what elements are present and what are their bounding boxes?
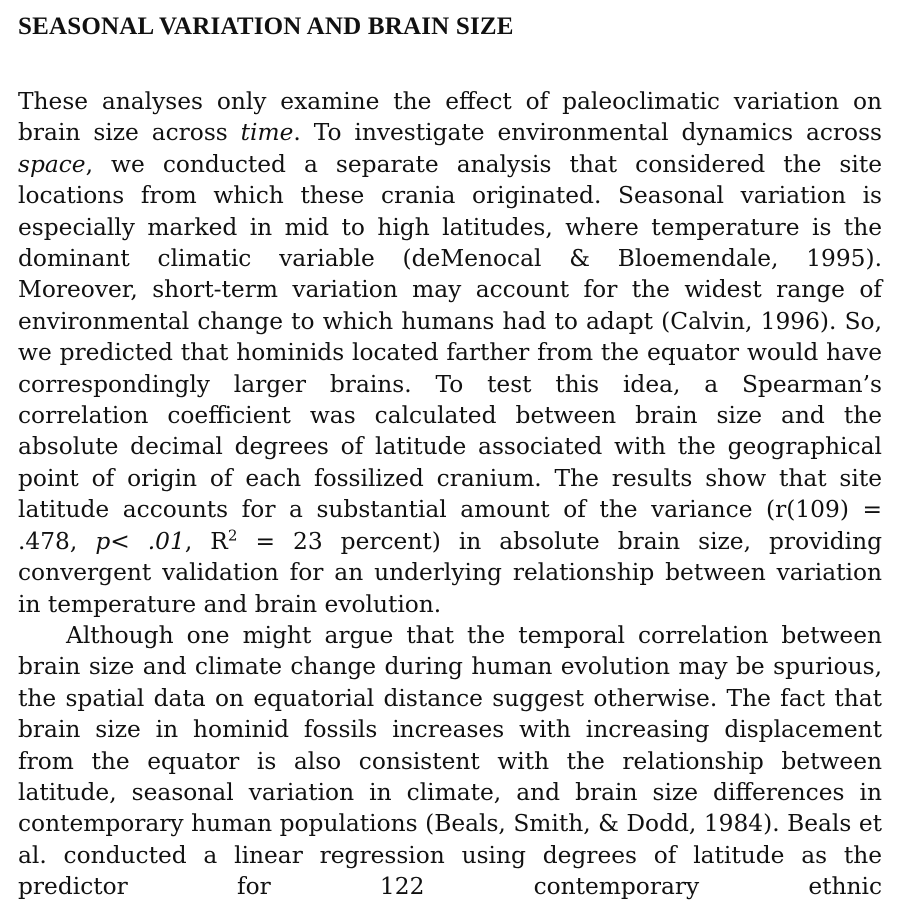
p1-text-f: = 23 percent) in absolute brain size, providing convergent validation for an underlying relationship between variation in temperature and brain evolution. — [18, 527, 882, 618]
p1-text-e: , R — [184, 527, 228, 555]
p1-text-a: These analyses only examine the effect of paleoclimatic variation on brain size across — [18, 88, 882, 147]
section-heading: SEASONAL VARIATION AND BRAIN SIZE — [18, 13, 514, 40]
page — [18, 0, 882, 903]
p1-pval-italic: .01 — [147, 527, 185, 555]
paragraph-2: Although one might argue that the temporal correlation between brain size and climate change during human evolution may be spurious, the spatial data on equatorial distance suggest otherwise. The fact that brain size in hominid fossils increases with increasing displacement from the equator is also consistent with the relationship between latitude, seasonal variation in climate, and brain size differences in contemporary human populations (Beals, Smith, & Dodd, 1984). Beals et al. conducted a linear regression using degrees of latitude as the predictor for 122 contemporary ethnic — [18, 621, 882, 901]
p1-p-italic: p — [95, 527, 111, 555]
p1-text-c: , we conducted a separate analysis that considered the site locations from which these crania originated. Seasonal variation is especially marked in mid to high latitudes, where temperature is the dominant climatic variable (deMenocal & Bloemendale, 1995). Moreover, short-term variation may account for the widest range of environmental change to which humans had to adapt (Calvin, 1996). So, we predicted that hominids located farther from the equator would have correspondingly larger brains. To test this idea, a Spearman’s correlation coefficient was calculated between brain size and the absolute decimal degrees of latitude associated with the geographical point of origin of each fossilized cranium. The results show that site latitude accounts for a substantial amount of the variance (r(109) = .478, — [18, 150, 882, 555]
paragraph-1 — [18, 86, 882, 620]
p1-space-italic: space — [18, 150, 86, 178]
p1-superscript: 2 — [227, 526, 238, 545]
p1-time-italic: time — [240, 119, 294, 147]
p1-text-d: < — [110, 527, 148, 555]
p1-text-b: . To investigate environmental dynamics across — [293, 119, 882, 147]
